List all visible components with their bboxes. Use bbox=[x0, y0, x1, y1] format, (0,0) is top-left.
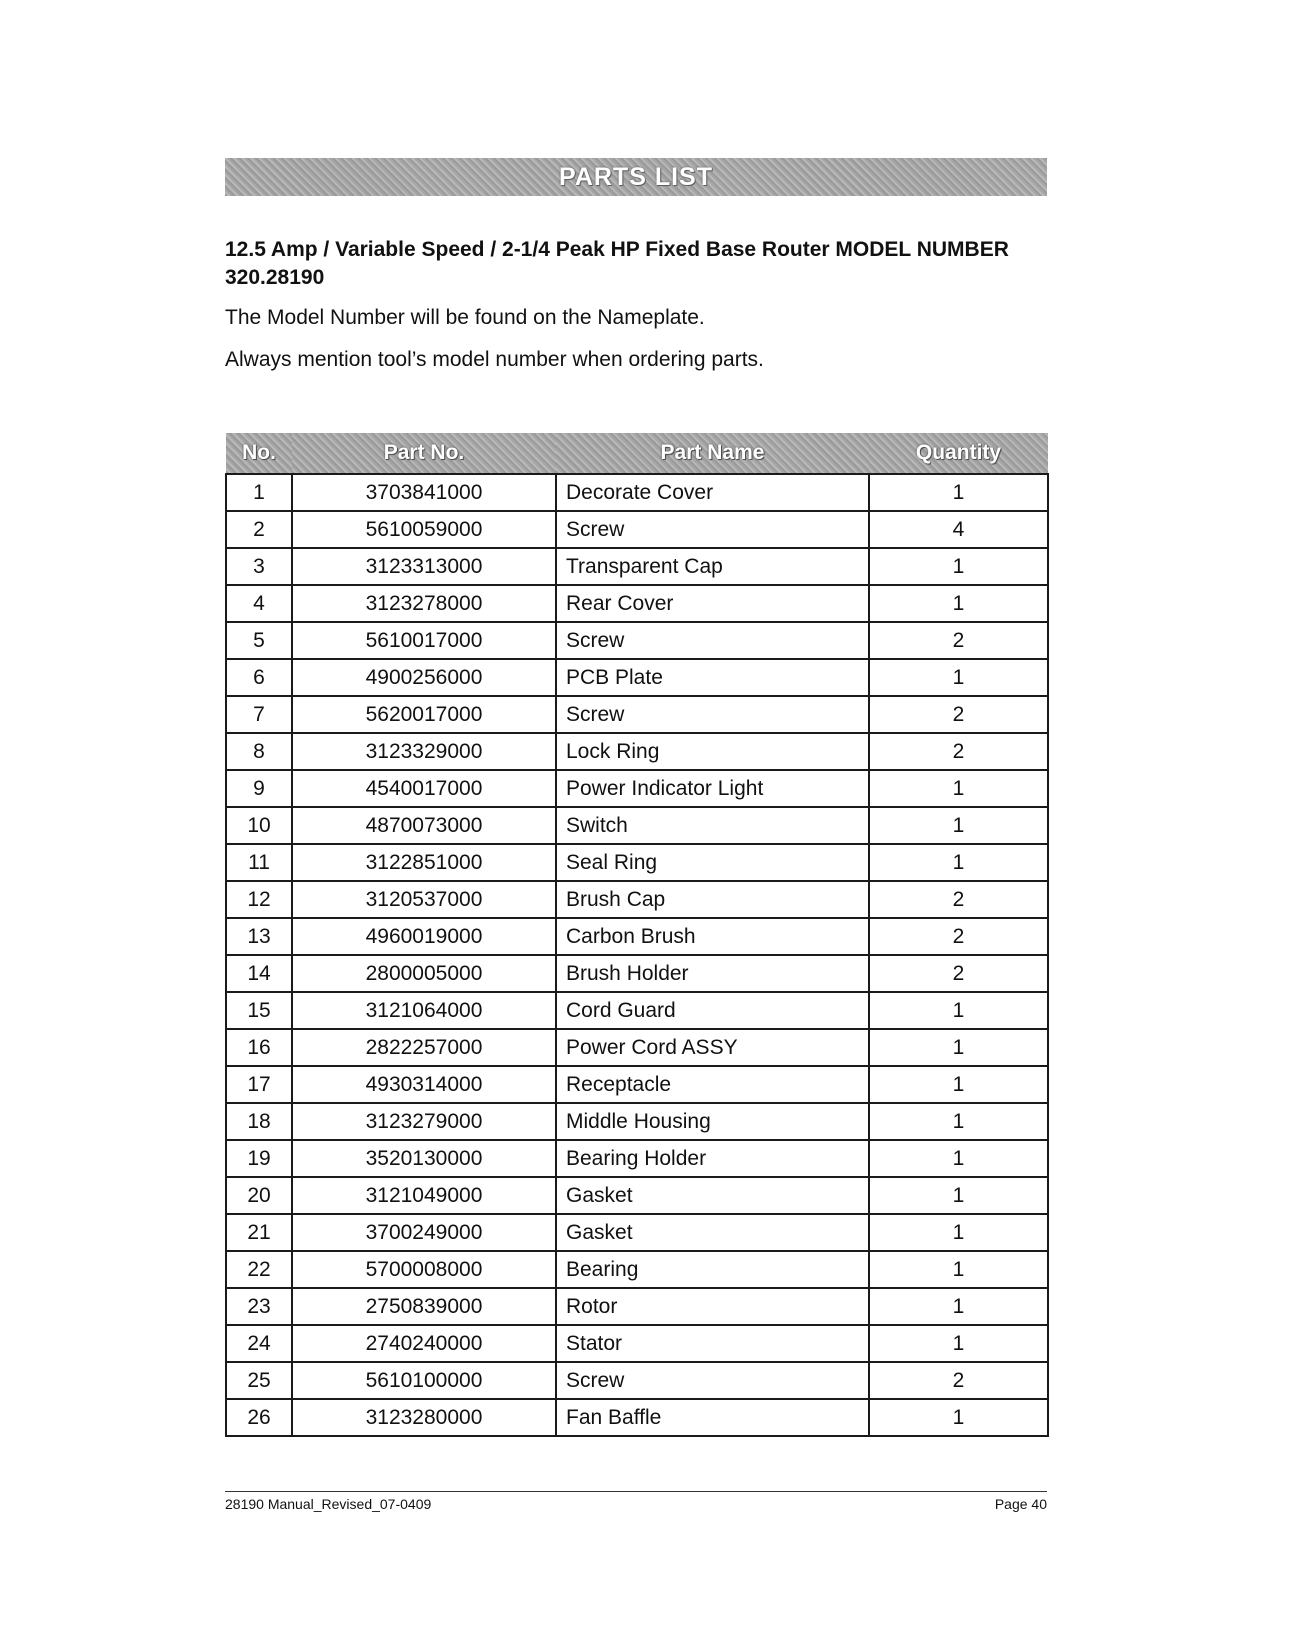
table-row bbox=[226, 992, 1048, 1029]
header-quantity: Quantity bbox=[869, 433, 1048, 474]
cell-part-name: Cord Guard bbox=[556, 992, 869, 1029]
cell-part-no: 3520130000 bbox=[292, 1140, 556, 1177]
parts-table-body bbox=[226, 474, 1048, 1436]
cell-quantity: 1 bbox=[869, 1103, 1048, 1140]
table-row bbox=[226, 955, 1048, 992]
cell-quantity: 1 bbox=[869, 844, 1048, 881]
cell-quantity: 1 bbox=[869, 1325, 1048, 1362]
cell-quantity: 2 bbox=[869, 622, 1048, 659]
cell-part-name: Rotor bbox=[556, 1288, 869, 1325]
cell-part-no: 5610017000 bbox=[292, 622, 556, 659]
cell-no: 25 bbox=[226, 1362, 292, 1399]
cell-part-name: Power Indicator Light bbox=[556, 770, 869, 807]
table-header-row bbox=[226, 433, 1048, 474]
cell-part-no: 2740240000 bbox=[292, 1325, 556, 1362]
cell-part-no: 3703841000 bbox=[292, 474, 556, 511]
cell-part-name: Carbon Brush bbox=[556, 918, 869, 955]
cell-part-name: Stator bbox=[556, 1325, 869, 1362]
cell-no: 11 bbox=[226, 844, 292, 881]
cell-part-no: 3123278000 bbox=[292, 585, 556, 622]
cell-quantity: 1 bbox=[869, 992, 1048, 1029]
table-row bbox=[226, 696, 1048, 733]
table-row bbox=[226, 548, 1048, 585]
cell-part-name: Screw bbox=[556, 622, 869, 659]
table-row bbox=[226, 881, 1048, 918]
footer-divider bbox=[225, 1491, 1047, 1492]
cell-no: 10 bbox=[226, 807, 292, 844]
cell-no: 15 bbox=[226, 992, 292, 1029]
cell-part-no: 2800005000 bbox=[292, 955, 556, 992]
table-row bbox=[226, 844, 1048, 881]
cell-part-no: 3700249000 bbox=[292, 1214, 556, 1251]
cell-no: 13 bbox=[226, 918, 292, 955]
cell-part-no: 3123313000 bbox=[292, 548, 556, 585]
cell-no: 8 bbox=[226, 733, 292, 770]
cell-part-name: Rear Cover bbox=[556, 585, 869, 622]
cell-part-no: 5610100000 bbox=[292, 1362, 556, 1399]
ordering-note: Always mention tool’s model number when ordering parts. bbox=[225, 348, 764, 371]
cell-part-name: Receptacle bbox=[556, 1066, 869, 1103]
cell-no: 21 bbox=[226, 1214, 292, 1251]
header-no: No. bbox=[226, 433, 292, 474]
cell-no: 19 bbox=[226, 1140, 292, 1177]
cell-part-name: Brush Holder bbox=[556, 955, 869, 992]
cell-quantity: 2 bbox=[869, 1362, 1048, 1399]
cell-no: 5 bbox=[226, 622, 292, 659]
table-row bbox=[226, 622, 1048, 659]
cell-quantity: 1 bbox=[869, 1177, 1048, 1214]
cell-part-name: Lock Ring bbox=[556, 733, 869, 770]
table-row bbox=[226, 1066, 1048, 1103]
table-row bbox=[226, 1103, 1048, 1140]
cell-part-no: 3121064000 bbox=[292, 992, 556, 1029]
cell-no: 26 bbox=[226, 1399, 292, 1436]
cell-no: 1 bbox=[226, 474, 292, 511]
cell-part-name: Fan Baffle bbox=[556, 1399, 869, 1436]
cell-no: 20 bbox=[226, 1177, 292, 1214]
cell-part-no: 5610059000 bbox=[292, 511, 556, 548]
table-row bbox=[226, 511, 1048, 548]
cell-part-no: 3123329000 bbox=[292, 733, 556, 770]
cell-part-name: PCB Plate bbox=[556, 659, 869, 696]
cell-quantity: 1 bbox=[869, 1214, 1048, 1251]
cell-part-no: 3121049000 bbox=[292, 1177, 556, 1214]
cell-part-name: Switch bbox=[556, 807, 869, 844]
cell-no: 6 bbox=[226, 659, 292, 696]
table-row bbox=[226, 770, 1048, 807]
table-row bbox=[226, 1288, 1048, 1325]
cell-part-no: 3122851000 bbox=[292, 844, 556, 881]
cell-part-name: Brush Cap bbox=[556, 881, 869, 918]
cell-no: 12 bbox=[226, 881, 292, 918]
cell-part-name: Transparent Cap bbox=[556, 548, 869, 585]
cell-part-name: Screw bbox=[556, 511, 869, 548]
cell-quantity: 1 bbox=[869, 1288, 1048, 1325]
cell-part-no: 2750839000 bbox=[292, 1288, 556, 1325]
cell-quantity: 4 bbox=[869, 511, 1048, 548]
cell-part-no: 4870073000 bbox=[292, 807, 556, 844]
cell-part-name: Gasket bbox=[556, 1214, 869, 1251]
nameplate-note: The Model Number will be found on the Nameplate. bbox=[225, 306, 705, 329]
cell-no: 7 bbox=[226, 696, 292, 733]
cell-quantity: 1 bbox=[869, 1066, 1048, 1103]
cell-part-no: 4540017000 bbox=[292, 770, 556, 807]
cell-quantity: 1 bbox=[869, 1029, 1048, 1066]
cell-quantity: 1 bbox=[869, 585, 1048, 622]
table-row bbox=[226, 585, 1048, 622]
cell-quantity: 1 bbox=[869, 659, 1048, 696]
cell-part-name: Middle Housing bbox=[556, 1103, 869, 1140]
cell-quantity: 1 bbox=[869, 770, 1048, 807]
table-row bbox=[226, 1177, 1048, 1214]
table-row bbox=[226, 659, 1048, 696]
table-row bbox=[226, 1140, 1048, 1177]
cell-no: 3 bbox=[226, 548, 292, 585]
cell-part-name: Bearing Holder bbox=[556, 1140, 869, 1177]
footer-page-number: Page 40 bbox=[994, 1496, 1047, 1512]
cell-quantity: 1 bbox=[869, 1251, 1048, 1288]
cell-no: 18 bbox=[226, 1103, 292, 1140]
cell-quantity: 2 bbox=[869, 955, 1048, 992]
cell-no: 2 bbox=[226, 511, 292, 548]
table-row bbox=[226, 1214, 1048, 1251]
table-row bbox=[226, 1251, 1048, 1288]
parts-table bbox=[225, 433, 1049, 1437]
table-row bbox=[226, 1029, 1048, 1066]
cell-quantity: 2 bbox=[869, 918, 1048, 955]
cell-part-name: Bearing bbox=[556, 1251, 869, 1288]
cell-no: 23 bbox=[226, 1288, 292, 1325]
cell-quantity: 1 bbox=[869, 1140, 1048, 1177]
cell-quantity: 1 bbox=[869, 474, 1048, 511]
banner-title: PARTS LIST bbox=[559, 162, 713, 191]
cell-part-name: Gasket bbox=[556, 1177, 869, 1214]
cell-no: 9 bbox=[226, 770, 292, 807]
table-row bbox=[226, 1325, 1048, 1362]
cell-part-name: Seal Ring bbox=[556, 844, 869, 881]
cell-quantity: 2 bbox=[869, 881, 1048, 918]
header-part-name: Part Name bbox=[556, 433, 869, 474]
cell-quantity: 2 bbox=[869, 733, 1048, 770]
cell-quantity: 2 bbox=[869, 696, 1048, 733]
cell-part-no: 2822257000 bbox=[292, 1029, 556, 1066]
cell-part-no: 3120537000 bbox=[292, 881, 556, 918]
cell-part-name: Screw bbox=[556, 696, 869, 733]
cell-quantity: 1 bbox=[869, 807, 1048, 844]
cell-no: 24 bbox=[226, 1325, 292, 1362]
cell-quantity: 1 bbox=[869, 548, 1048, 585]
model-heading: 12.5 Amp / Variable Speed / 2-1/4 Peak HP Fixed Base Router MODEL NUMBER 320.28190 bbox=[225, 238, 1009, 289]
cell-no: 14 bbox=[226, 955, 292, 992]
cell-no: 16 bbox=[226, 1029, 292, 1066]
cell-quantity: 1 bbox=[869, 1399, 1048, 1436]
table-row bbox=[226, 474, 1048, 511]
cell-part-no: 4960019000 bbox=[292, 918, 556, 955]
cell-part-no: 4900256000 bbox=[292, 659, 556, 696]
table-row bbox=[226, 1362, 1048, 1399]
cell-part-no: 3123279000 bbox=[292, 1103, 556, 1140]
table-row bbox=[226, 733, 1048, 770]
cell-no: 22 bbox=[226, 1251, 292, 1288]
table-row bbox=[226, 1399, 1048, 1436]
cell-part-no: 4930314000 bbox=[292, 1066, 556, 1103]
table-row bbox=[226, 918, 1048, 955]
footer-document-id: 28190 Manual_Revised_07-0409 bbox=[225, 1496, 432, 1512]
table-row bbox=[226, 807, 1048, 844]
parts-list-banner bbox=[225, 158, 1047, 196]
cell-no: 4 bbox=[226, 585, 292, 622]
cell-no: 17 bbox=[226, 1066, 292, 1103]
cell-part-no: 5620017000 bbox=[292, 696, 556, 733]
header-part-no: Part No. bbox=[292, 433, 556, 474]
cell-part-name: Decorate Cover bbox=[556, 474, 869, 511]
cell-part-no: 5700008000 bbox=[292, 1251, 556, 1288]
cell-part-name: Power Cord ASSY bbox=[556, 1029, 869, 1066]
cell-part-name: Screw bbox=[556, 1362, 869, 1399]
cell-part-no: 3123280000 bbox=[292, 1399, 556, 1436]
